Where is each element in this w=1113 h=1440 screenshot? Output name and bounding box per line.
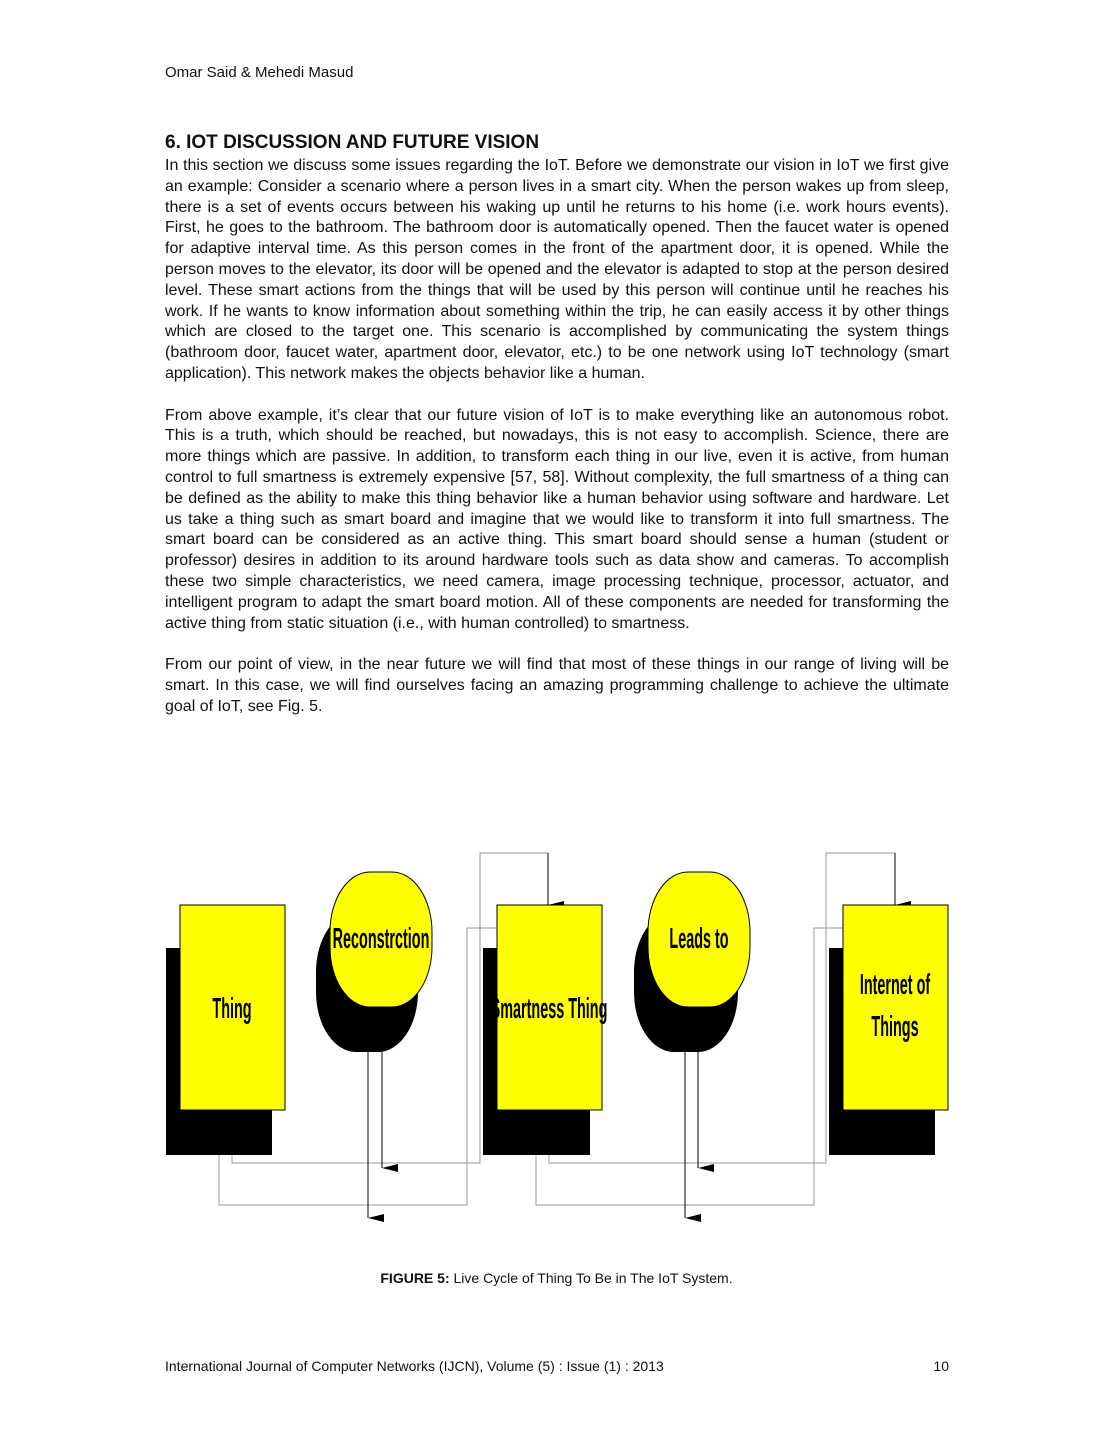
caption-label: FIGURE 5: [380, 1270, 450, 1286]
reconstruction-node [316, 872, 432, 1052]
section-title: 6. IOT DISCUSSION AND FUTURE VISION [165, 132, 540, 153]
svg-text:Things: Things [871, 1009, 919, 1043]
paragraph: In this section we discuss some issues regarding the IoT. Before we demonstrate our vision in IoT we first give an example: Consider a scenario where a person lives in a smart city. When the person wakes up from sleep, there is a set of events occurs between his waking up until he returns to his home (i.e. work hours events). First, he goes to the bathroom. The bathroom door is automatically opened. Then the faucet water is opened for adaptive interval time. As this person comes in the front of the apartment door, it is opened. While the person moves to the elevator, its door will be opened and the elevator is adapted to stop at the person desired level. These smart actions from the things that will be used by this person will continue until he reaches his work. If he wants to know information about something within the trip, he can easily access it by other things which are closed to the target one. This scenario is accomplished by communicating the system things (bathroom door, faucet water, apartment door, elevator, etc.) to be one network using IoT technology (smart application). This network makes the objects behavior like a human. [165, 157, 949, 382]
smartness-thing-box [483, 905, 607, 1155]
svg-text:Reconstrction: Reconstrction [332, 921, 430, 955]
thing-box [166, 905, 285, 1155]
paragraph: From our point of view, in the near future we will find that most of these things in our range of living will be smart. In this case, we will find ourselves facing an amazing programming challenge to achieve the ultimate goal of IoT, see Fig. 5. [165, 656, 949, 715]
page-footer [165, 1358, 949, 1374]
journal-info: International Journal of Computer Networks (IJCN), Volume (5) : Issue (1) : 2013 [165, 1358, 664, 1374]
leads-to-node [634, 872, 750, 1052]
figure-5-diagram [0, 840, 1113, 1240]
caption-text: Live Cycle of Thing To Be in The IoT System. [449, 1270, 733, 1286]
paragraph: From above example, it’s clear that our future vision of IoT is to make everything like an autonomous robot. This is a truth, which should be reached, but nowadays, this is not easy to accomplish. Science, there are more things which are passive. In addition, to transform each thing in our live, even it is active, from human control to full smartness is extremely expensive [57, 58]. Without complexity, the full smartness of a thing can be defined as the ability to make this thing behavior like a human behavior using software and hardware. Let us take a thing such as smart board and imagine that we would like to transform it into full smartness. The smart board can be considered as an active thing. This smart board should sense a human (student or professor) desires in addition to its around hardware tools such as data show and cameras. To accomplish these two simple characteristics, we need camera, image processing technique, processor, actuator, and intelligent program to adapt the smart board motion. All of these components are needed for transforming the active thing from static situation (i.e., with human controlled) to smartness. [165, 406, 949, 632]
svg-text:Smartness Thing: Smartness Thing [490, 991, 608, 1025]
running-header: Omar Said & Mehedi Masud [165, 64, 354, 81]
svg-text:Internet of: Internet of [859, 967, 931, 1001]
svg-text:Thing: Thing [212, 991, 252, 1025]
svg-text:Leads to: Leads to [669, 921, 729, 955]
page-number: 10 [933, 1358, 949, 1374]
figure-caption [0, 1270, 1113, 1286]
section-body [165, 156, 949, 738]
internet-of-things-box [829, 905, 948, 1155]
